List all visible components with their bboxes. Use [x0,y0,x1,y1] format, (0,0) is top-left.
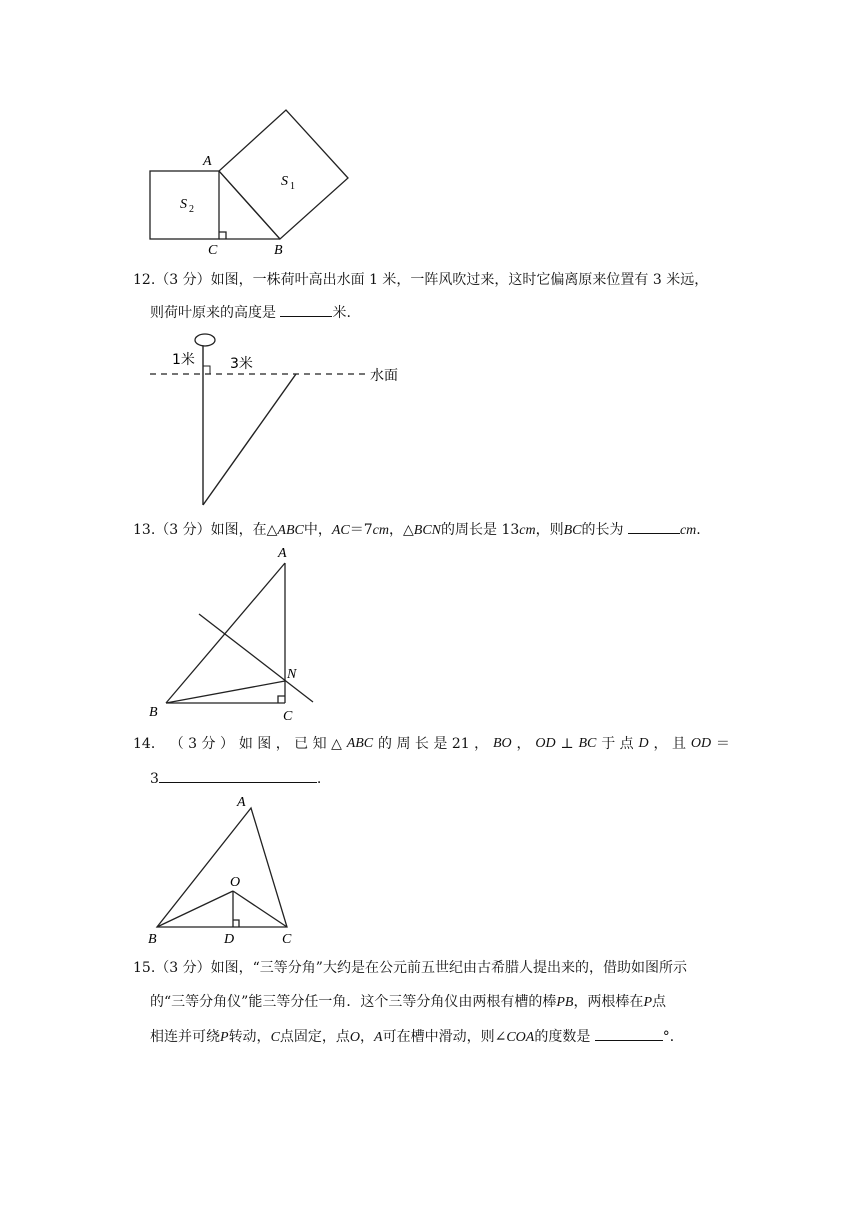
q15-line3-e: 可在槽中滑动，则∠ [382,1029,507,1045]
q15-line1 [133,958,687,978]
q13-score: （3 分） [155,522,211,538]
q13-cm2: cm [519,523,536,538]
q15-line3-b: 转动， [228,1029,271,1045]
q14-t6: ， 且 [653,736,686,752]
q13-t5: 的周长是 13 [441,522,520,538]
q15-text-line1: 如图，“三等分角”大约是在公元前五世纪由古希腊人提出来的，借助如图所示 [210,960,687,976]
fig14-label-o: O [230,875,241,890]
fig13-label-b: B [149,705,158,720]
q13-t1: 如图，在△ [210,522,278,538]
fig11-label-s2: S [180,197,187,212]
q15-coa: COA [506,1030,535,1045]
q15-c: C [270,1030,280,1045]
q14-t1: 如 图 ， 已 知 △ [238,736,342,752]
q14-od2: OD [690,736,712,751]
fig11-label-c: C [208,243,218,258]
q15-number: 15. [133,960,156,976]
q13-cm1: cm [372,523,389,538]
fig12-label-1m: 1米 [172,352,195,368]
q13-t6: ，则 [535,522,564,538]
q14-t5: 于 点 [601,736,634,752]
q15-score: （3 分） [155,960,211,976]
q15-line2-c: 点 [652,994,666,1010]
fig14-label-d: D [224,932,235,947]
q12-text-pre: 则荷叶原来的高度是 [150,305,276,321]
q15-line3-a: 相连并可绕 [150,1029,220,1045]
fig11-label-s1: S [281,174,288,189]
q15-answer-blank[interactable] [595,1026,663,1041]
q15-line3-d: ， [360,1029,375,1045]
q15-line3-g: °． [662,1029,684,1045]
q13-cm3: cm [679,523,697,538]
q14-line2-end: . [316,771,322,787]
q14-d: D [638,736,649,751]
q13-t4: ，△ [389,522,414,538]
fig11-label-a: A [203,154,212,169]
q14-od: OD [535,736,556,751]
q14-bc: BC [578,736,597,751]
q15-line2 [150,992,666,1013]
q15-a: A [374,1030,383,1045]
fig11-label-b: B [274,243,283,258]
q15-line2-b: ，两根棒在 [573,994,644,1010]
q14-t3: ， [516,736,531,752]
q15-line3-f: 的度数是 [534,1029,591,1045]
fig11-label-s2-sub: 2 [189,204,194,215]
q14-bo: BO [492,736,512,751]
q12-score: （3 分） [155,272,211,288]
q15-line2-a: 的“三等分角仪”能三等分任一角．这个三等分角仪由两根有槽的棒 [150,994,557,1010]
q13-t2: 中， [303,522,332,538]
q13-bcn: BCN [413,523,442,538]
q13-number: 13. [133,522,156,538]
fig11-label-s1-sub: 1 [290,181,295,192]
q14-t7: ＝ [715,736,730,752]
fig14-label-c: C [282,932,292,947]
q14-number: 14． [133,736,165,752]
q12-number: 12. [133,272,156,288]
q15-p2: P [220,1030,229,1045]
q14-abc: ABC [346,736,374,751]
fig13-label-c: C [283,709,293,724]
q15-line3 [150,1026,684,1048]
q14-line2-start: 3 [150,771,159,787]
q14-score: （ 3 分 ） [169,736,234,752]
fig13-label-a: A [278,546,287,561]
q13-bc: BC [563,523,582,538]
q13-t8: . [696,522,701,538]
fig14-label-a: A [237,795,246,810]
fig12-label-water: 水面 [370,368,398,384]
q14-t4: ⊥ [560,736,574,752]
fig14-label-b: B [148,932,157,947]
fig12-label-3m: 3米 [230,356,253,372]
q13-ac: AC [331,523,350,538]
q13-t3: ＝7 [349,522,373,538]
q13-t7: 的长为 [581,522,624,538]
q12-text-line1: 如图，一株荷叶高出水面 1 米，一阵风吹过来，这时它偏离原来位置有 3 米远， [210,272,709,288]
q15-line3-c: 点固定，点 [279,1029,350,1045]
q15-o: O [349,1030,361,1045]
q14-t2: 的 周 长 是 21 ， [378,736,489,752]
fig13-label-n: N [287,667,297,682]
q13-abc: ABC [277,523,304,538]
q15-pb: PB [556,995,574,1010]
q12-text-post: 米. [332,305,351,321]
q15-p1: P [643,995,652,1010]
